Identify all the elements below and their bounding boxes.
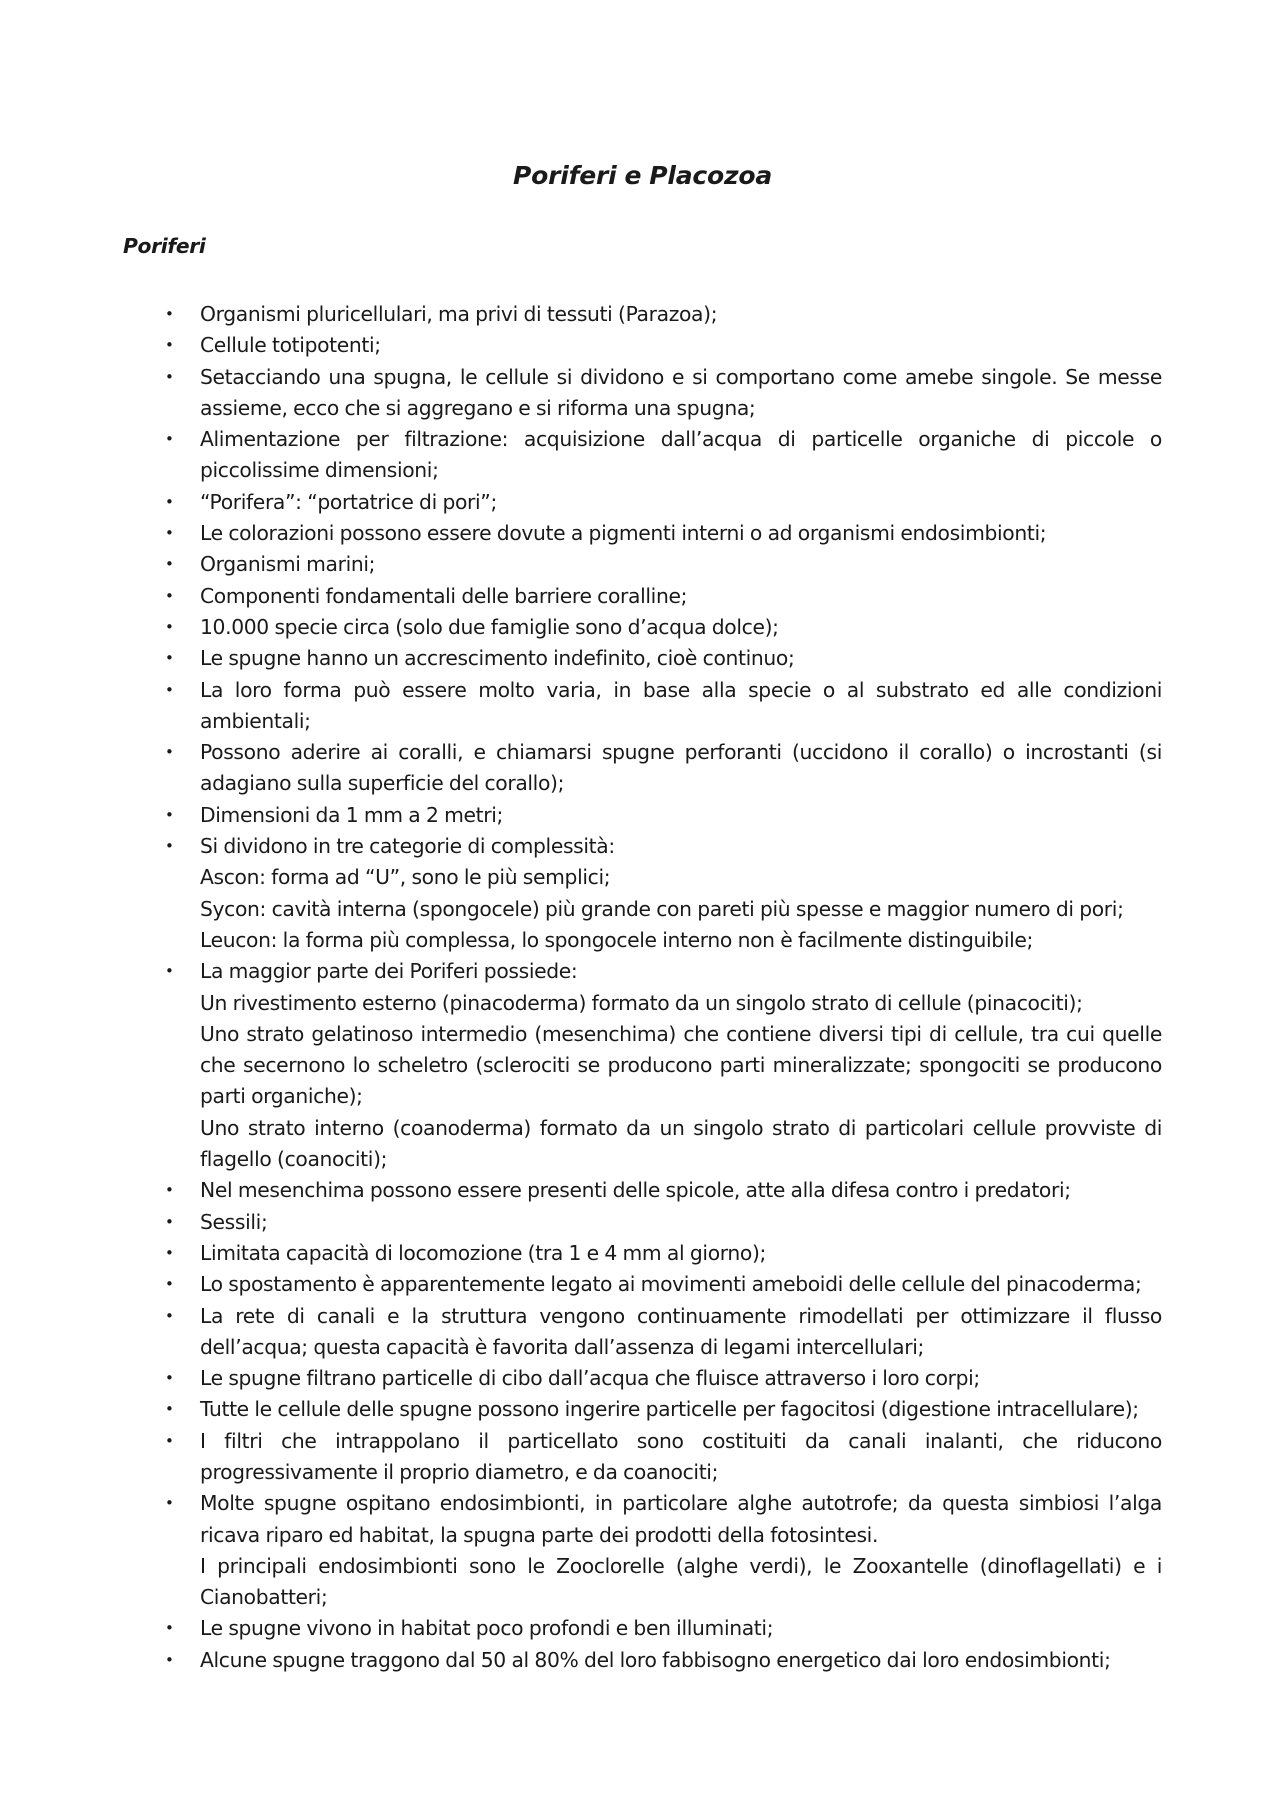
list-item (123, 956, 1162, 1175)
list-item (123, 831, 1162, 956)
list-item-text: La maggior parte dei Poriferi possiede: (200, 959, 578, 984)
list-item-text: Ascon: forma ad “U”, sono le più semplici; (200, 865, 611, 890)
list-item-text: Componenti fondamentali delle barriere coralline; (200, 583, 688, 608)
bullet-icon: • (165, 1619, 174, 1638)
list-item (123, 1426, 1162, 1489)
list-item-text: Sycon: cavità interna (spongocele) più grande con pareti più spesse e maggior numero di pori; (200, 896, 1124, 921)
list-item-text: Sessili; (200, 1209, 268, 1234)
list-item-text: Uno strato gelatinoso intermedio (mesenchima) che contiene diversi tipi di cellule, tra cui quelle che secernono lo scheletro (sclerociti se producono parti mineralizzate; spongociti se producono parti organiche); (200, 1021, 1162, 1109)
bullet-icon: • (165, 1431, 174, 1450)
list-item (123, 1238, 1162, 1269)
list-item-text: Limitata capacità di locomozione (tra 1 e 4 mm al giorno); (200, 1240, 766, 1265)
bullet-icon: • (165, 367, 174, 386)
list-item-text: Organismi pluricellulari, ma privi di tessuti (Parazoa); (200, 302, 718, 326)
bullet-icon: • (165, 617, 174, 636)
list-item-text: Si dividono in tre categorie di complessità: (200, 834, 615, 859)
bullet-icon: • (165, 805, 174, 824)
bullet-icon: • (165, 1212, 174, 1231)
bullet-icon: • (165, 430, 174, 449)
section-heading: Poriferi (123, 234, 206, 258)
list-item (123, 643, 1162, 674)
bullet-list (123, 299, 1162, 1676)
list-item-text: Le spugne hanno un accrescimento indefinito, cioè continuo; (200, 646, 795, 671)
list-item (123, 518, 1162, 549)
list-item-text: Un rivestimento esterno (pinacoderma) formato da un singolo strato di cellule (pinacociti); (200, 990, 1083, 1015)
list-item (123, 800, 1162, 831)
bullet-icon: • (165, 962, 174, 981)
bullet-icon: • (165, 649, 174, 668)
list-item-text: Possono aderire ai coralli, e chiamarsi spugne perforanti (uccidono il corallo) o incrostanti (si adagiano sulla superficie del corallo); (200, 740, 1162, 796)
list-item (123, 581, 1162, 612)
list-item-text: 10.000 specie circa (solo due famiglie sono d’acqua dolce); (200, 614, 779, 639)
list-item-text: I filtri che intrappolano il particellato sono costituiti da canali inalanti, che riducono progressivamente il proprio diametro, e da coanociti; (200, 1428, 1162, 1484)
bullet-icon: • (165, 305, 174, 323)
list-item (123, 1488, 1162, 1613)
list-item-text: Tutte le cellule delle spugne possono ingerire particelle per fagocitosi (digestione intracellulare); (200, 1397, 1139, 1422)
list-item-text: Le spugne vivono in habitat poco profondi e ben illuminati; (200, 1616, 774, 1641)
list-item (123, 1269, 1162, 1300)
bullet-icon: • (165, 1400, 174, 1419)
list-item (123, 1613, 1162, 1644)
list-item (123, 1363, 1162, 1394)
bullet-icon: • (165, 743, 174, 762)
list-item-text: Uno strato interno (coanoderma) formato da un singolo strato di particolari cellule provviste di flagello (coanociti); (200, 1115, 1162, 1172)
list-item-text: La loro forma può essere molto varia, in base alla specie o al substrato ed alle condizioni ambientali; (200, 677, 1162, 733)
list-item-text: Le spugne filtrano particelle di cibo dall’acqua che fluisce attraverso i loro corpi; (200, 1366, 980, 1391)
list-item-text: Organismi marini; (200, 552, 376, 577)
document-title: Poriferi e Placozoa (512, 161, 773, 190)
list-item (123, 1207, 1162, 1238)
bullet-icon: • (165, 680, 174, 699)
bullet-icon: • (165, 837, 174, 856)
list-item-text: Dimensioni da 1 mm a 2 metri; (200, 802, 504, 827)
bullet-icon: • (165, 1650, 174, 1669)
list-item (123, 612, 1162, 643)
list-item (123, 1175, 1162, 1206)
list-item (123, 675, 1162, 738)
list-item-text: Alimentazione per filtrazione: acquisizione dall’acqua di particelle organiche di piccole o piccolissime dimensioni; (200, 427, 1162, 483)
list-item (123, 1301, 1162, 1364)
bullet-icon: • (165, 1306, 174, 1325)
bullet-icon: • (165, 1181, 174, 1200)
list-item-text: Cellule totipotenti; (200, 333, 381, 358)
list-item-text: Alcune spugne traggono dal 50 al 80% del loro fabbisogno energetico dai loro endosimbionti; (200, 1647, 1111, 1672)
list-item (123, 362, 1162, 425)
bullet-icon: • (165, 492, 174, 511)
bullet-icon: • (165, 1369, 174, 1388)
list-item-text: Setacciando una spugna, le cellule si dividono e si comportano come amebe singole. Se messe assieme, ecco che si aggregano e si riforma una spugna; (200, 364, 1162, 420)
bullet-icon: • (165, 586, 174, 605)
list-item-text: Nel mesenchima possono essere presenti delle spicole, atte alla difesa contro i predatori; (200, 1178, 1071, 1203)
bullet-icon: • (165, 524, 174, 543)
list-item-text: I principali endosimbionti sono le Zooclorelle (alghe verdi), le Zooxantelle (dinoflagellati) e i Cianobatteri; (200, 1553, 1162, 1610)
list-item (123, 1394, 1162, 1425)
list-item (123, 299, 1162, 330)
list-item (123, 424, 1162, 487)
bullet-icon: • (165, 555, 174, 574)
list-item-text: Leucon: la forma più complessa, lo spongocele interno non è facilmente distinguibile; (200, 927, 1034, 952)
list-item (123, 330, 1162, 361)
list-item (123, 549, 1162, 580)
list-item (123, 737, 1162, 800)
list-item-text: Le colorazioni possono essere dovute a pigmenti interni o ad organismi endosimbionti; (200, 521, 1047, 546)
bullet-icon: • (165, 1243, 174, 1262)
list-item (123, 487, 1162, 518)
bullet-icon: • (165, 336, 174, 355)
list-item-text: Lo spostamento è apparentemente legato ai movimenti ameboidi delle cellule del pinacoderma; (200, 1272, 1142, 1297)
list-item-text: Molte spugne ospitano endosimbionti, in particolare alghe autotrofe; da questa simbiosi l’alga ricava riparo ed habitat, la spugna parte dei prodotti della fotosintesi. (200, 1491, 1162, 1547)
bullet-icon: • (165, 1275, 174, 1294)
list-item-text: La rete di canali e la struttura vengono continuamente rimodellati per ottimizzare il flusso dell’acqua; questa capacità è favorita dall’assenza di legami intercellulari; (200, 1303, 1162, 1359)
bullet-icon: • (165, 1494, 174, 1513)
list-item (123, 1645, 1162, 1676)
list-item-text: “Porifera”: “portatrice di pori”; (200, 489, 497, 514)
